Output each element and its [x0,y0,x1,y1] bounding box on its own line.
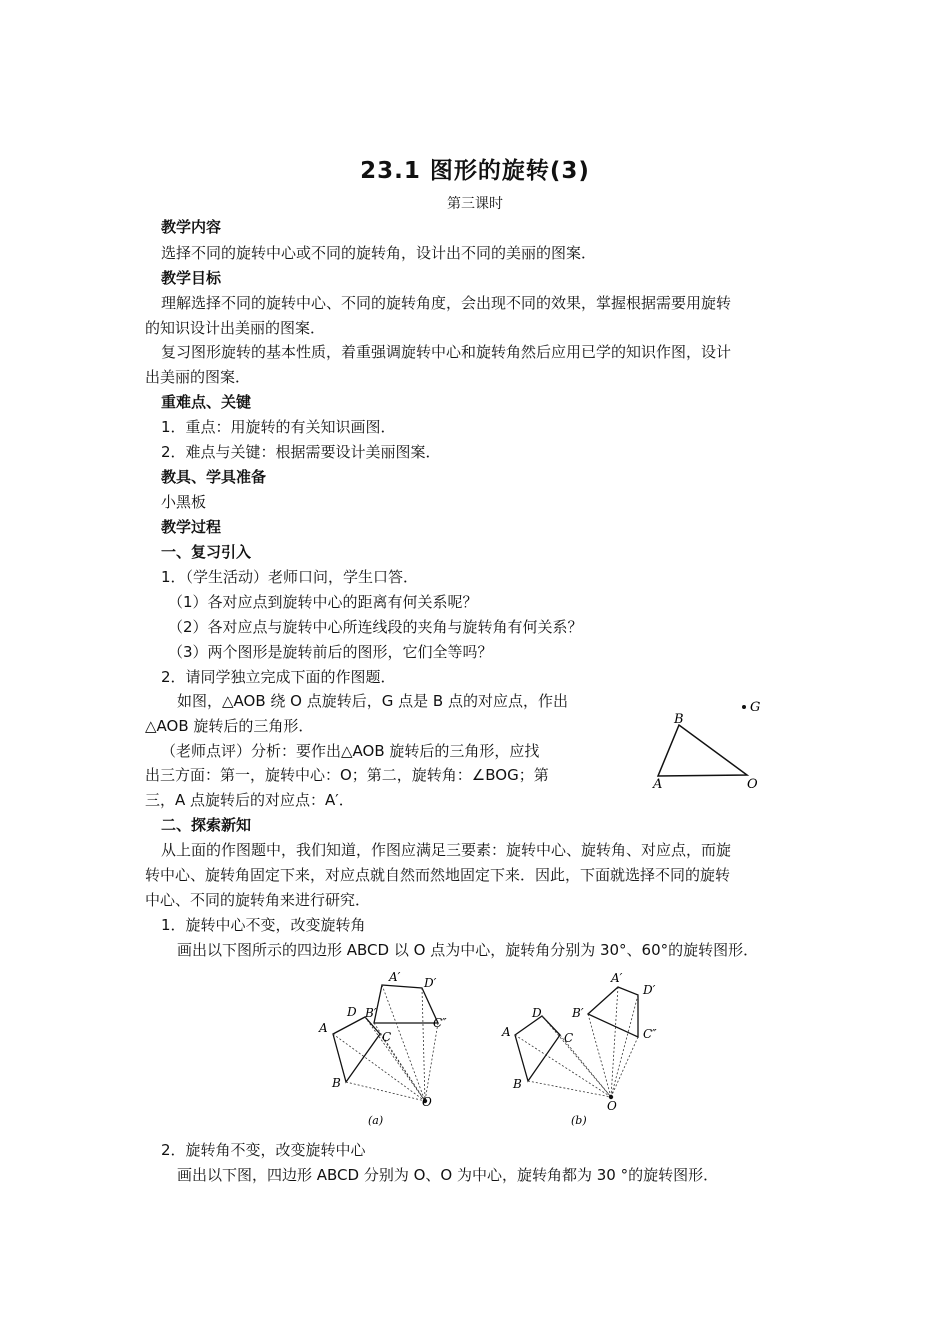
text-goal-1a: 理解选择不同的旋转中心、不同的旋转角度，会出现不同的效果，掌握根据需要用旋转 [161,294,732,312]
text-explore-1b: 转中心、旋转角固定下来，对应点就自然而然地固定下来．因此，下面就选择不同的旋转 [145,866,731,884]
text-case2: 画出以下图，四边形 ABCD 分别为 O、O 为中心，旋转角都为 30 °的旋转图形． [177,1166,719,1184]
label-a-d1: D′ [424,976,437,990]
figure-a [318,970,447,1127]
label-b-d1: D′ [643,983,656,997]
rotation-figures [305,965,675,1135]
text-review-q2: （2）各对应点与旋转中心所连线段的夹角与旋转角有何关系？ [168,618,583,636]
text-exercise-1b: △AOB 旋转后的三角形． [145,717,314,735]
text-explore-1c: 中心、不同的旋转角来进行研究． [145,891,371,909]
label-a-c1: C″ [433,1016,447,1030]
text-exercise-2c: 三，A 点旋转后的对应点：A′． [145,791,354,809]
heading-key: 重难点、关键 [161,393,252,411]
text-tools: 小黑板 [161,493,207,511]
text-case1-heading: 1．旋转中心不变，改变旋转角 [161,916,366,934]
label-g: G [750,700,761,715]
label-b-c: C [564,1031,574,1045]
text-goal-1b: 的知识设计出美丽的图案． [145,319,326,337]
label-a-a: A [319,1021,328,1035]
label-b-b: B [513,1077,522,1091]
text-exercise-1a: 如图，△AOB 绕 O 点旋转后，G 点是 B 点的对应点，作出 [177,692,568,710]
label-a-c: C [382,1030,392,1044]
heading-goal: 教学目标 [161,269,222,287]
text-explore-1a: 从上面的作图题中，我们知道，作图应满足三要素：旋转中心、旋转角、对应点，而旋 [161,841,732,859]
label-b-a: A [502,1025,511,1039]
triangle-figure [640,695,770,795]
heading-process: 教学过程 [161,518,222,536]
text-review-1: 1．（学生活动）老师口问，学生口答． [161,568,419,586]
text-review-q1: （1）各对应点到旋转中心的距离有何关系呢？ [168,593,478,611]
text-goal-2b: 出美丽的图案． [145,368,251,386]
heading-content: 教学内容 [161,218,222,236]
label-b-d: D [532,1006,542,1020]
text-case2-heading: 2．旋转角不变，改变旋转中心 [161,1141,366,1159]
text-exercise-2a: （老师点评）分析：要作出△AOB 旋转后的三角形，应找 [161,742,540,760]
text-review-2: 2．请同学独立完成下面的作图题． [161,668,396,686]
label-o: O [747,777,758,792]
label-b-c1: C″ [643,1027,657,1041]
label-b: B [674,712,684,727]
text-key-1: 1．重点：用旋转的有关知识画图． [161,418,396,436]
heading-tools: 教具、学具准备 [161,468,267,486]
heading-review: 一、复习引入 [161,543,252,561]
text-key-2: 2．难点与关键：根据需要设计美丽图案． [161,443,441,461]
text-goal-2a: 复习图形旋转的基本性质，着重强调旋转中心和旋转角然后应用已学的知识作图，设计 [161,343,732,361]
text-case1: 画出以下图所示的四边形 ABCD 以 O 点为中心，旋转角分别为 30°、60°的旋转图形． [177,941,759,959]
label-b-a1: A′ [611,971,623,985]
label-b-o: O [607,1099,617,1113]
caption-b: (b) [571,1114,587,1127]
heading-explore: 二、探索新知 [161,816,252,834]
label-a-b: B [332,1076,341,1090]
caption-a: (a) [368,1114,384,1127]
label-a-a1: A′ [389,970,401,984]
text-content: 选择不同的旋转中心或不同的旋转角，设计出不同的美丽的图案． [161,244,597,262]
page-subtitle: 第三课时 [447,196,503,212]
label-a: A [653,777,663,792]
label-a-o: O [422,1095,432,1109]
label-a-d: D [347,1005,357,1019]
text-exercise-2b: 出三方面：第一，旋转中心：O；第二，旋转角：∠BOG；第 [145,766,549,784]
label-b-b1: B′ [572,1006,584,1020]
text-review-q3: （3）两个图形是旋转前后的图形，它们全等吗？ [168,643,493,661]
point-g [742,705,746,709]
triangle-aob [658,725,747,776]
figure-b [501,971,657,1127]
label-a-b1: B′ [365,1006,377,1020]
page-title: 23.1 图形的旋转(3) [360,158,590,184]
